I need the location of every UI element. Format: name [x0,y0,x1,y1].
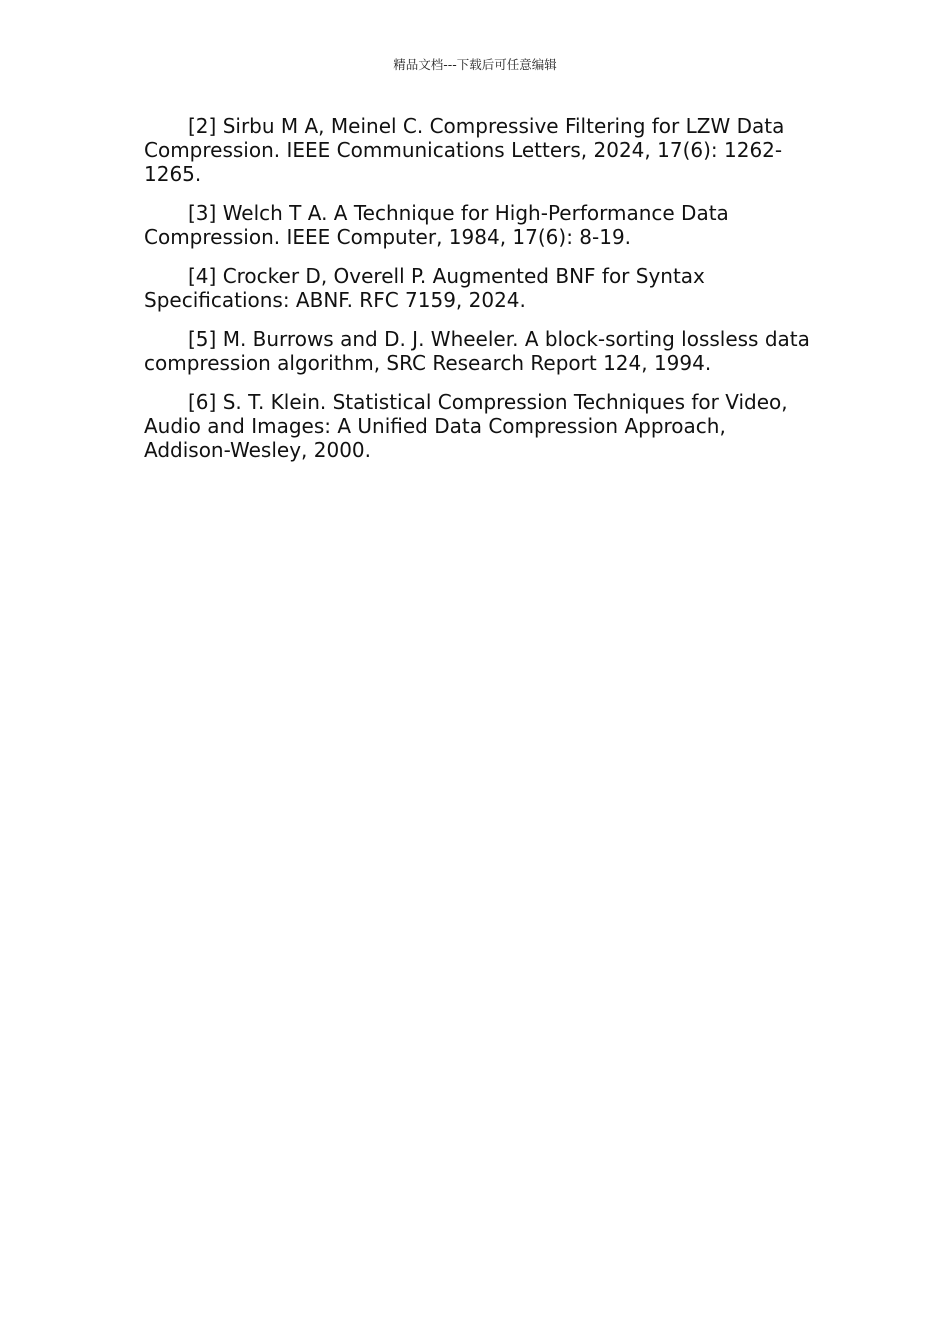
reference-item-5: [5] M. Burrows and D. J. Wheeler. A block-sorting lossless data compression algorithm, SRC Research Report 124, 1994. [144,327,810,375]
reference-item-6: [6] S. T. Klein. Statistical Compression Techniques for Video, Audio and Images: A Unified Data Compression Approach, Addison-Wesley, 2000. [144,390,788,462]
reference-item-2: [2] Sirbu M A, Meinel C. Compressive Filtering for LZW Data Compression. IEEE Communications Letters, 2024, 17(6): 1262-1265. [144,114,785,186]
reference-list [144,114,812,477]
reference-item-3: [3] Welch T A. A Technique for High-Performance Data Compression. IEEE Computer, 1984, 17(6): 8-19. [144,201,729,249]
page-header-watermark: 精品文档---下载后可任意编辑 [393,57,557,72]
reference-item-4: [4] Crocker D, Overell P. Augmented BNF for Syntax Specifications: ABNF. RFC 7159, 2024. [144,264,705,312]
